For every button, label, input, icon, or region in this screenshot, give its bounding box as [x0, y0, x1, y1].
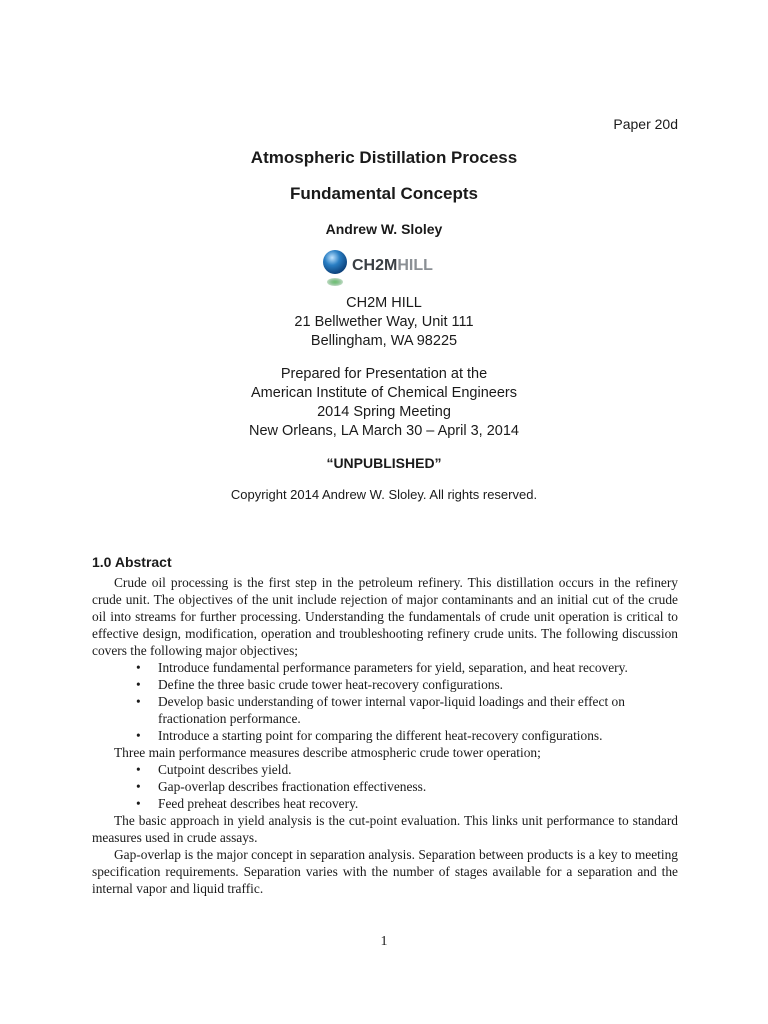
title-line-1: Atmospheric Distillation Process: [250, 148, 518, 167]
prepared-line: New Orleans, LA March 30 – April 3, 2014: [248, 423, 519, 439]
list-item: • Develop basic understanding of tower internal vapor-liquid loadings and their effect on fractionation performance.: [136, 694, 625, 726]
list-item: • Cutpoint describes yield.: [136, 762, 292, 777]
title-line-2: Fundamental Concepts: [290, 184, 478, 203]
paragraph: The basic approach in yield analysis is the cut-point evaluation. This links unit performance to standard measures used in crude assays.: [92, 813, 678, 845]
address-line: CH2M HILL: [346, 295, 422, 311]
address-line: 21 Bellwether Way, Unit 111: [294, 314, 474, 330]
logo-hill: HILL: [397, 257, 433, 274]
logo-shadow-shape: [327, 278, 343, 286]
ch2mhill-logo: [322, 248, 452, 290]
list-item: • Introduce fundamental performance parameters for yield, separation, and heat recovery.: [136, 660, 628, 675]
list-item: • Feed preheat describes heat recovery.: [136, 796, 359, 811]
paper-number: Paper 20d: [613, 116, 678, 132]
abstract-body: [92, 574, 678, 897]
prepared-line: American Institute of Chemical Engineers: [251, 385, 517, 401]
bullet-icon: •: [136, 694, 141, 709]
list-item: • Introduce a starting point for comparing the different heat-recovery configurations.: [136, 728, 603, 743]
paragraph: Crude oil processing is the first step in the petroleum refinery. This distillation occurs in the refinery crude unit. The objectives of the unit include rejection of major contaminants and an initial cut of the crude oil into streams for further processing. Understanding the fundamentals of crude unit operation is critical to effective design, modification, operation and troubleshooting refinery crude units. The following discussion covers the following major objectives;: [92, 575, 678, 658]
logo-sphere-icon: [323, 250, 347, 274]
bullet-icon: •: [136, 728, 141, 743]
bullet-icon: •: [136, 660, 141, 675]
prepared-line: Prepared for Presentation at the: [280, 366, 488, 382]
bullet-list: [92, 659, 678, 744]
prepared-line: 2014 Spring Meeting: [317, 404, 451, 420]
section-heading: 1.0 Abstract: [92, 554, 172, 570]
list-item: • Gap-overlap describes fractionation effectiveness.: [136, 779, 427, 794]
bullet-icon: •: [136, 779, 141, 794]
author-name: Andrew W. Sloley: [325, 221, 443, 237]
bullet-icon: •: [136, 796, 141, 811]
logo-ch2m: CH2M: [352, 257, 398, 274]
copyright-notice: Copyright 2014 Andrew W. Sloley. All rights reserved.: [230, 487, 538, 502]
address-block: [0, 294, 768, 351]
address-line: Bellingham, WA 98225: [310, 333, 458, 349]
prepared-block: [0, 365, 768, 441]
bullet-icon: •: [136, 762, 141, 777]
page-number: 1: [380, 934, 388, 949]
unpublished-label: “UNPUBLISHED”: [326, 455, 442, 471]
list-item: • Define the three basic crude tower heat-recovery configurations.: [136, 677, 504, 692]
paragraph: Three main performance measures describe atmospheric crude tower operation;: [114, 745, 541, 760]
bullet-list: [92, 761, 678, 812]
logo-wordmark: [352, 257, 433, 274]
bullet-icon: •: [136, 677, 141, 692]
paragraph: Gap-overlap is the major concept in separation analysis. Separation between products is a key to meeting specification requirements. Separation varies with the number of stages available for a separation and the internal vapor and liquid traffic.: [92, 847, 678, 896]
